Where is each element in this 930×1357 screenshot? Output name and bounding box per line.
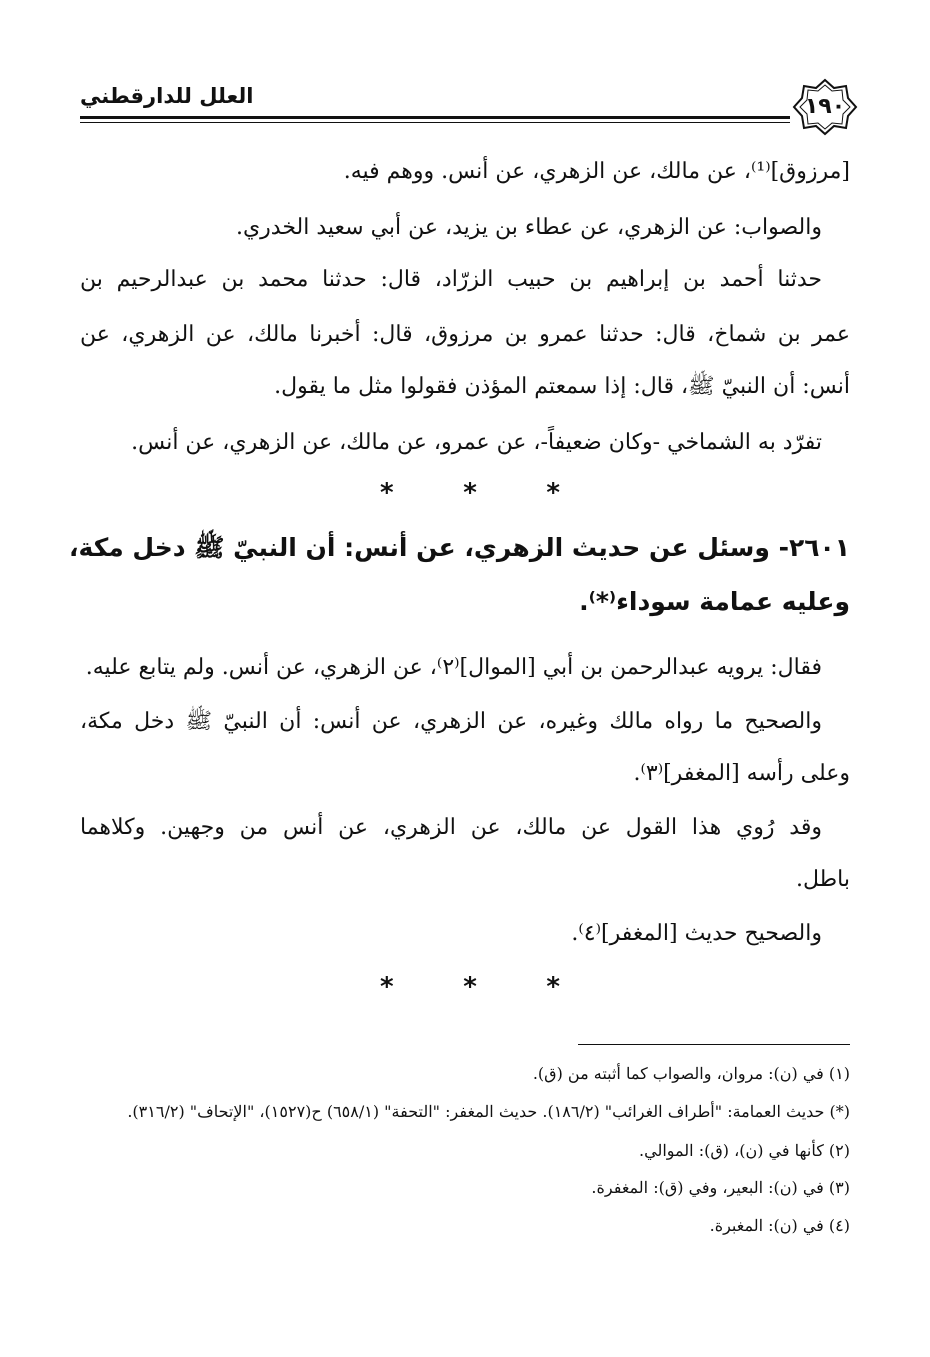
footnote: (٤) في (ن): المغبرة. xyxy=(709,1216,850,1235)
text-line: والصحيح ما رواه مالك وغيره، عن الزهري، عن أنس: أن النبيّ ﷺ دخل مكة، xyxy=(80,709,822,734)
text-line: والصواب: عن الزهري، عن عطاء بن يزيد، عن أبي سعيد الخدري. xyxy=(235,215,822,240)
header-rule-thin xyxy=(80,122,790,123)
separator-star: * xyxy=(546,972,560,1002)
footnote: (٢) كأنها في (ن)، (ق): الموالي. xyxy=(639,1141,850,1160)
text-line: عمر بن شماخ، قال: حدثنا عمرو بن مرزوق، قال: أخبرنا مالك، عن الزهري، عن xyxy=(80,322,850,347)
footnote: (*) حديث العمامة: "أطراف الغرائب" (١٨٦/٢). حديث المغفر: "التحفة" (٦٥٨/١) ح(١٥٢٧)، "الإتحاف" (٣١٦/٢). xyxy=(127,1102,850,1121)
separator-star: * xyxy=(380,972,394,1002)
book-title: العلل للدارقطني xyxy=(80,84,254,108)
text-line: حدثنا أحمد بن إبراهيم بن حبيب الزرّاد، قال: حدثنا محمد بن عبدالرحيم بن xyxy=(80,267,822,292)
text-line: باطل. xyxy=(796,867,850,892)
text-line: [مرزوق]⁽¹⁾، عن مالك، عن الزهري، عن أنس. ووهم فيه. xyxy=(343,159,850,184)
page-number-ornament xyxy=(790,78,860,136)
separator-star: * xyxy=(463,972,477,1002)
entry-heading: وعليه عمامة سوداء⁽*⁾. xyxy=(579,587,850,616)
text-line: وقد رُوي هذا القول عن مالك، عن الزهري، عن أنس من وجهين. وكلاهما xyxy=(80,815,822,840)
separator-star: * xyxy=(546,478,560,508)
footnote-rule xyxy=(578,1044,850,1045)
footnote: (١) في (ن): مروان، والصواب كما أثبته من (ق). xyxy=(532,1064,850,1083)
text-line: والصحيح حديث [المغفر]⁽٤⁾. xyxy=(571,921,822,946)
header-rule xyxy=(80,116,790,119)
separator-star: * xyxy=(380,478,394,508)
text-line: وعلى رأسه [المغفر]⁽٣⁾. xyxy=(633,761,850,786)
footnote: (٣) في (ن): البعير، وفي (ق): المغفرة. xyxy=(591,1178,850,1197)
section-separator xyxy=(380,972,560,1002)
text-line: أنس: أن النبيّ ﷺ، قال: إذا سمعتم المؤذن فقولوا مثل ما يقول. xyxy=(274,374,850,399)
entry-heading: ٢٦٠١- وسئل عن حديث الزهري، عن أنس: أن النبيّ ﷺ دخل مكة، xyxy=(69,533,850,562)
text-line: فقال: يرويه عبدالرحمن بن أبي [الموال]⁽٢⁾، عن الزهري، عن أنس. ولم يتابع عليه. xyxy=(85,655,822,680)
separator-star: * xyxy=(463,478,477,508)
running-header xyxy=(80,70,860,140)
section-separator xyxy=(380,478,560,508)
text-line: تفرّد به الشماخي -وكان ضعيفاً-، عن عمرو، عن مالك، عن الزهري، عن أنس. xyxy=(131,430,822,455)
page-number: ١٩٠ xyxy=(804,94,846,119)
